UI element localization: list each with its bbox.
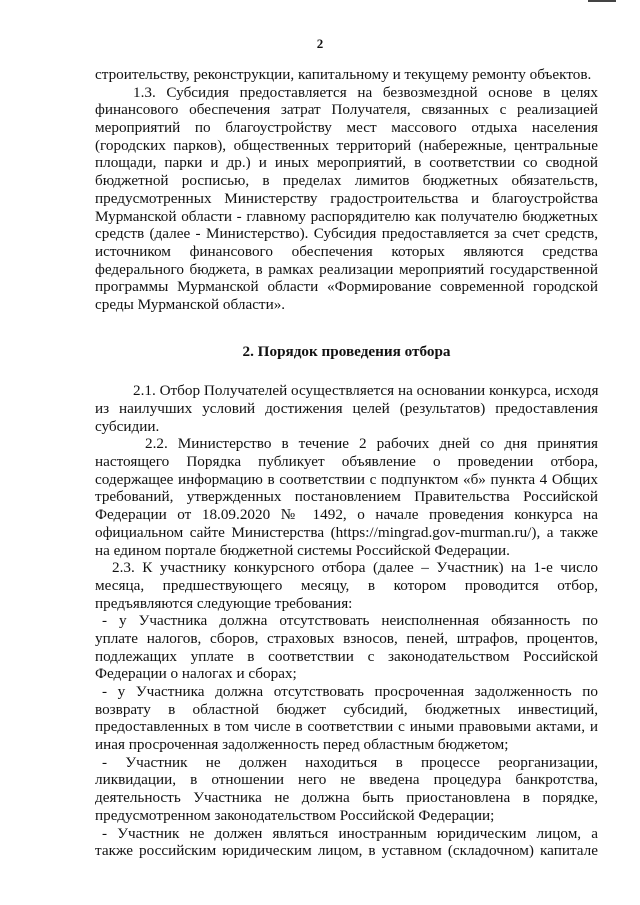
text-line: из наилучших условий достижения целей (результатов) предоставления bbox=[95, 400, 598, 417]
text-line: предусмотренных Министерству градостроительства и благоустройства bbox=[95, 189, 598, 207]
text-line: источником финансового обеспечения которых являются средства bbox=[95, 242, 598, 260]
section-heading: 2. Порядок проведения отбора bbox=[242, 342, 451, 360]
text-line: Мурманской области - главному распорядителю как получателю бюджетных bbox=[95, 207, 598, 225]
text-line: средств (далее - Министерство). Субсидия предоставляется за счет средств, bbox=[95, 225, 598, 243]
text-line: также российским юридическим лицом, в уставном (складочном) капитале bbox=[95, 842, 598, 860]
text-line: содержащее информацию в соответствии с подпунктом «б» пункта 4 Общих bbox=[95, 470, 598, 488]
text-line: федерального бюджета, в рамках реализации мероприятий государственной bbox=[95, 260, 598, 278]
spacer bbox=[95, 360, 598, 382]
text-line: 1.3. Субсидия предоставляется на безвозмездной основе в целях bbox=[133, 83, 598, 101]
text-line: Федерации от 18.09.2020 № 1492, о начале проведения конкурса на bbox=[95, 506, 598, 524]
text-line: предусмотренном законодательством Российской Федерации; bbox=[95, 806, 495, 824]
text-line: - Участник не должен находиться в процессе реорганизации, bbox=[102, 753, 598, 771]
text-line: месяца, предшествующего месяцу, в котором проводится отбор, bbox=[95, 576, 598, 594]
text-line: (городских парков), общественных территорий (набережные, центральные bbox=[95, 136, 598, 154]
text-line: - Участник не должен являться иностранным юридическим лицом, а bbox=[102, 824, 598, 842]
scan-edge-mark bbox=[588, 0, 616, 2]
text-line: предоставленных в том числе в соответствии с иными правовыми актами, и bbox=[95, 718, 598, 736]
text-line: строительству, реконструкции, капитальному и текущему ремонту объектов. bbox=[95, 66, 592, 83]
text-line: финансового обеспечения затрат Получателя, связанных с реализацией bbox=[95, 101, 598, 119]
document-body bbox=[95, 66, 598, 860]
text-line: программы Мурманской области «Формирование современной городской bbox=[95, 278, 598, 296]
text-line: на едином портале бюджетной системы Российской Федерации. bbox=[95, 541, 510, 559]
text-line: возврату в областной бюджет субсидий, бюджетных инвестиций, bbox=[95, 700, 598, 718]
text-line: подлежащих уплате в соответствии с законодательством Российской bbox=[95, 647, 598, 665]
text-line: требований, утвержденных постановлением Правительства Российской bbox=[95, 488, 598, 506]
text-line: иная просроченная задолженность перед областным бюджетом; bbox=[95, 736, 509, 754]
text-line: официальном сайте Министерства (https://mingrad.gov-murman.ru/), а также bbox=[95, 523, 598, 541]
text-line: - у Участника должна отсутствовать неисполненная обязанность по bbox=[102, 612, 598, 630]
text-line: предъявляются следующие требования: bbox=[95, 594, 353, 612]
text-line: среды Мурманской области». bbox=[95, 295, 286, 313]
page-number: 2 bbox=[316, 36, 324, 51]
text-line: уплате налогов, сборов, страховых взносов, пеней, штрафов, процентов, bbox=[95, 629, 598, 647]
text-line: площади, парки и др.) и иных мероприятий, в соответствии со сводной bbox=[95, 154, 598, 172]
text-line: Федерации о налогах и сборах; bbox=[95, 665, 297, 683]
text-line: бюджетной росписью, в пределах лимитов бюджетных обязательств, bbox=[95, 172, 598, 190]
text-line: 2.2. Министерство в течение 2 рабочих дней со дня принятия bbox=[145, 435, 598, 453]
text-line: ликвидации, в отношении него не введена процедура банкротства, bbox=[95, 771, 598, 789]
text-line: мероприятий по благоустройству мест массового отдыха населения bbox=[95, 119, 598, 137]
spacer bbox=[95, 314, 598, 343]
text-line: деятельность Участника не должна быть приостановлена в порядке, bbox=[95, 789, 598, 807]
text-line: 2.1. Отбор Получателей осуществляется на основании конкурса, исходя bbox=[133, 382, 599, 400]
text-line: субсидии. bbox=[95, 417, 160, 435]
text-line: 2.3. К участнику конкурсного отбора (далее – Участник) на 1-е число bbox=[112, 559, 598, 577]
text-line: - у Участника должна отсутствовать просроченная задолженность по bbox=[102, 683, 598, 700]
text-line: настоящего Порядка публикует объявление о проведении отбора, bbox=[95, 453, 598, 471]
